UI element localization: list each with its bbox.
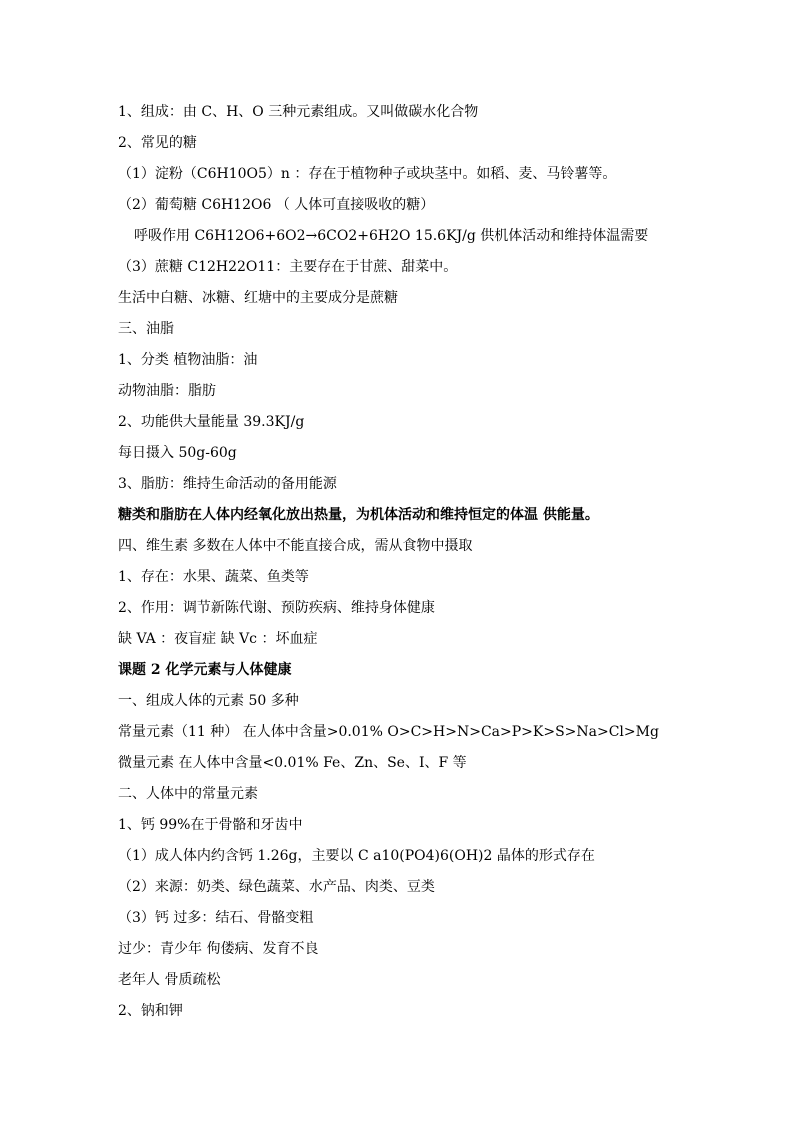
text-line: （2）来源：奶类、绿色蔬菜、水产品、肉类、豆类 [118,879,435,895]
text-line: （1）成人体内约含钙 1.26g，主要以 C a10(PO4)6(OH)2 晶体的形式存在 [118,848,595,864]
text-line: 1、存在：水果、蔬菜、鱼类等 [118,569,309,585]
text-line: 微量元素 在人体中含量<0.01% Fe、Zn、Se、I、F 等 [118,755,467,771]
text-line: 每日摄入 50g-60g [118,445,237,461]
text-line: 2、作用：调节新陈代谢、预防疾病、维持身体健康 [118,600,435,616]
text-line: （3）蔗糖 C12H22O11：主要存在于甘蔗、甜菜中。 [118,259,458,275]
text-line: 1、组成：由 C、H、O 三种元素组成。又叫做碳水化合物 [118,104,479,120]
text-line: 2、常见的糖 [118,135,197,151]
section-heading: 二、人体中的常量元素 [118,786,258,802]
section-heading: 四、维生素 多数在人体中不能直接合成，需从食物中摄取 [118,538,473,554]
text-line: （3）钙 过多：结石、骨骼变粗 [118,910,314,926]
text-line: 1、钙 99%在于骨骼和牙齿中 [118,817,303,833]
text-line: 老年人 骨质疏松 [118,972,221,988]
bold-statement: 糖类和脂肪在人体内经氧化放出热量，为机体活动和维持恒定的体温 供能量。 [118,507,599,523]
section-heading: 三、油脂 [118,321,174,337]
text-line: 常量元素（11 种） 在人体中含量>0.01% O>C>H>N>Ca>P>K>S>Na>Cl>Mg [118,724,659,740]
text-line: 呼吸作用 C6H12O6+6O2→6CO2+6H2O 15.6KJ/g 供机体活动和维持体温需要 [134,228,649,244]
text-line: 动物油脂：脂肪 [118,383,216,399]
text-line: 3、脂肪：维持生命活动的备用能源 [118,476,337,492]
text-line: 2、功能供大量能量 39.3KJ/g [118,414,305,430]
text-line: （2）葡萄糖 C6H12O6 （ 人体可直接吸收的糖） [118,197,435,213]
text-line: 生活中白糖、冰糖、红塘中的主要成分是蔗糖 [118,290,398,306]
text-line: 过少：青少年 佝偻病、发育不良 [118,941,319,957]
text-line: 2、钠和钾 [118,1003,183,1019]
text-line: 1、分类 植物油脂：油 [118,352,258,368]
section-heading: 一、组成人体的元素 50 多种 [118,693,299,709]
text-line: （1）淀粉（C6H10O5）n ：存在于植物种子或块茎中。如稻、麦、马铃薯等。 [118,166,617,182]
lesson-title: 课题 2 化学元素与人体健康 [118,662,292,678]
text-line: 缺 VA ：夜盲症 缺 Vc ：坏血症 [118,631,318,647]
